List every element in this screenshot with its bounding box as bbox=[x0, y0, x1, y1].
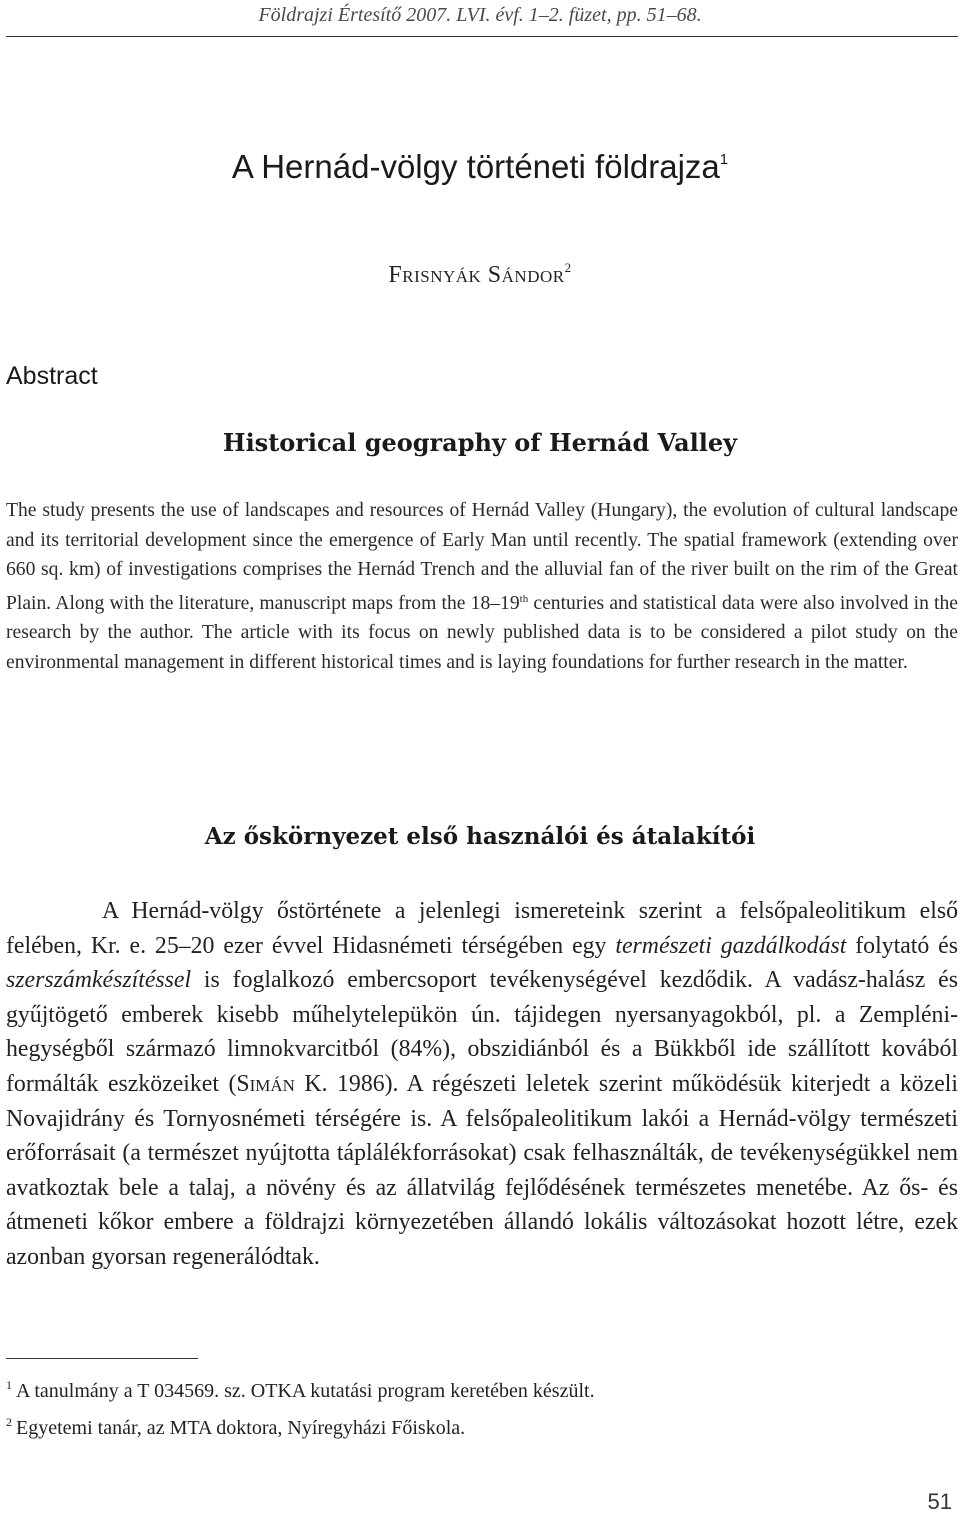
author-name: Frisnyák Sándor bbox=[388, 262, 565, 288]
abstract-heading: Abstract bbox=[6, 362, 98, 390]
footnote-2-marker: 2 bbox=[6, 1415, 12, 1429]
citation-author: Simán bbox=[236, 1070, 295, 1097]
abstract-text-part1: The study presents the use of landscapes and resources of Hernád Valley (Hungary), the evolution of cultural landscape and its territorial development since the emergence of Early Man until recently. The spatial framework (extending over 660 sq. km) of investigations comprises the Hernád Trench and the alluvial fan of the river built on the rim of the Great Plain. Along with the literature, manuscript maps from the 18–19 bbox=[6, 500, 958, 614]
body-text-a: A Hernád-völgy őstörténete a jelenlegi ismereteink szerint a felsőpaleolitikum első felében, Kr. e. 25–20 ezer évvel Hidasnémeti térségében egy bbox=[6, 898, 958, 959]
body-italic-1: természeti gazdálkodást bbox=[615, 932, 847, 959]
article-title bbox=[0, 148, 960, 186]
body-text-b: folytató és bbox=[846, 932, 959, 959]
running-head: Földrajzi Értesítő 2007. LVI. évf. 1–2. füzet, pp. 51–68. bbox=[258, 4, 702, 26]
page-number: 51 bbox=[927, 1489, 952, 1514]
body-paragraph bbox=[6, 894, 958, 1275]
abstract-text-part2: centuries and statistical data were also involved in the research by the author. The article with its focus on newly published data is to be considered a pilot study on the environmental management in different historical times and is laying foundations for further research in the matter. bbox=[6, 592, 958, 673]
footnote-2-text: Egyetemi tanár, az MTA doktora, Nyíregyházi Főiskola. bbox=[16, 1417, 466, 1439]
footnote-1 bbox=[6, 1370, 946, 1407]
author-footnote-marker: 2 bbox=[564, 260, 572, 275]
body-text-d: K. 1986). A régészeti leletek szerint működésük kiterjedt a közeli Novajidrány és Tornyosnémeti térségére is. A felsőpaleolitikum lakói a Hernád-völgy természeti erőforrásait (a természet nyújtotta táplálékforrásokat) csak felhasználták, de tevékenységükkel nem avatkoztak bele a talaj, a növény és az állatvilág fejlődésének természetes menetébe. Az ős- és átmeneti kőkor embere a földrajzi környezetében állandó lokális változásokat hozott létre, ezek azonban gyorsan regenerálódtak. bbox=[6, 1070, 958, 1270]
author bbox=[0, 260, 960, 289]
header-rule bbox=[6, 36, 958, 37]
paragraph-1 bbox=[6, 894, 958, 1275]
footnote-1-marker: 1 bbox=[6, 1378, 12, 1392]
body-text-c: is foglalkozó embercsoport tevékenységével kezdődik. A vadász-halász és gyűjtögető emberek kisebb műhelytelepükön ún. tájidegen nyersanyagokból, pl. a Zempléni-hegységből származó limnokvarcitból (84%), obszidiánból és a Bükkből ide szállított kovából formálták eszközeiket ( bbox=[6, 967, 958, 1097]
title-footnote-marker: 1 bbox=[719, 151, 729, 168]
footnote-1-text: A tanulmány a T 034569. sz. OTKA kutatási program keretében készült. bbox=[16, 1380, 595, 1402]
footnote-2 bbox=[6, 1407, 946, 1444]
article-title-text: A Hernád-völgy történeti földrajza bbox=[231, 148, 720, 185]
section-heading: Az őskörnyezet első használói és átalakítói bbox=[204, 823, 756, 850]
footnote-rule bbox=[6, 1358, 198, 1359]
abstract-title: Historical geography of Hernád Valley bbox=[222, 428, 738, 457]
footnotes bbox=[6, 1370, 946, 1444]
body-italic-2: szerszámkészítéssel bbox=[6, 967, 192, 994]
abstract-text bbox=[6, 496, 958, 678]
abstract-superscript: th bbox=[519, 592, 529, 605]
